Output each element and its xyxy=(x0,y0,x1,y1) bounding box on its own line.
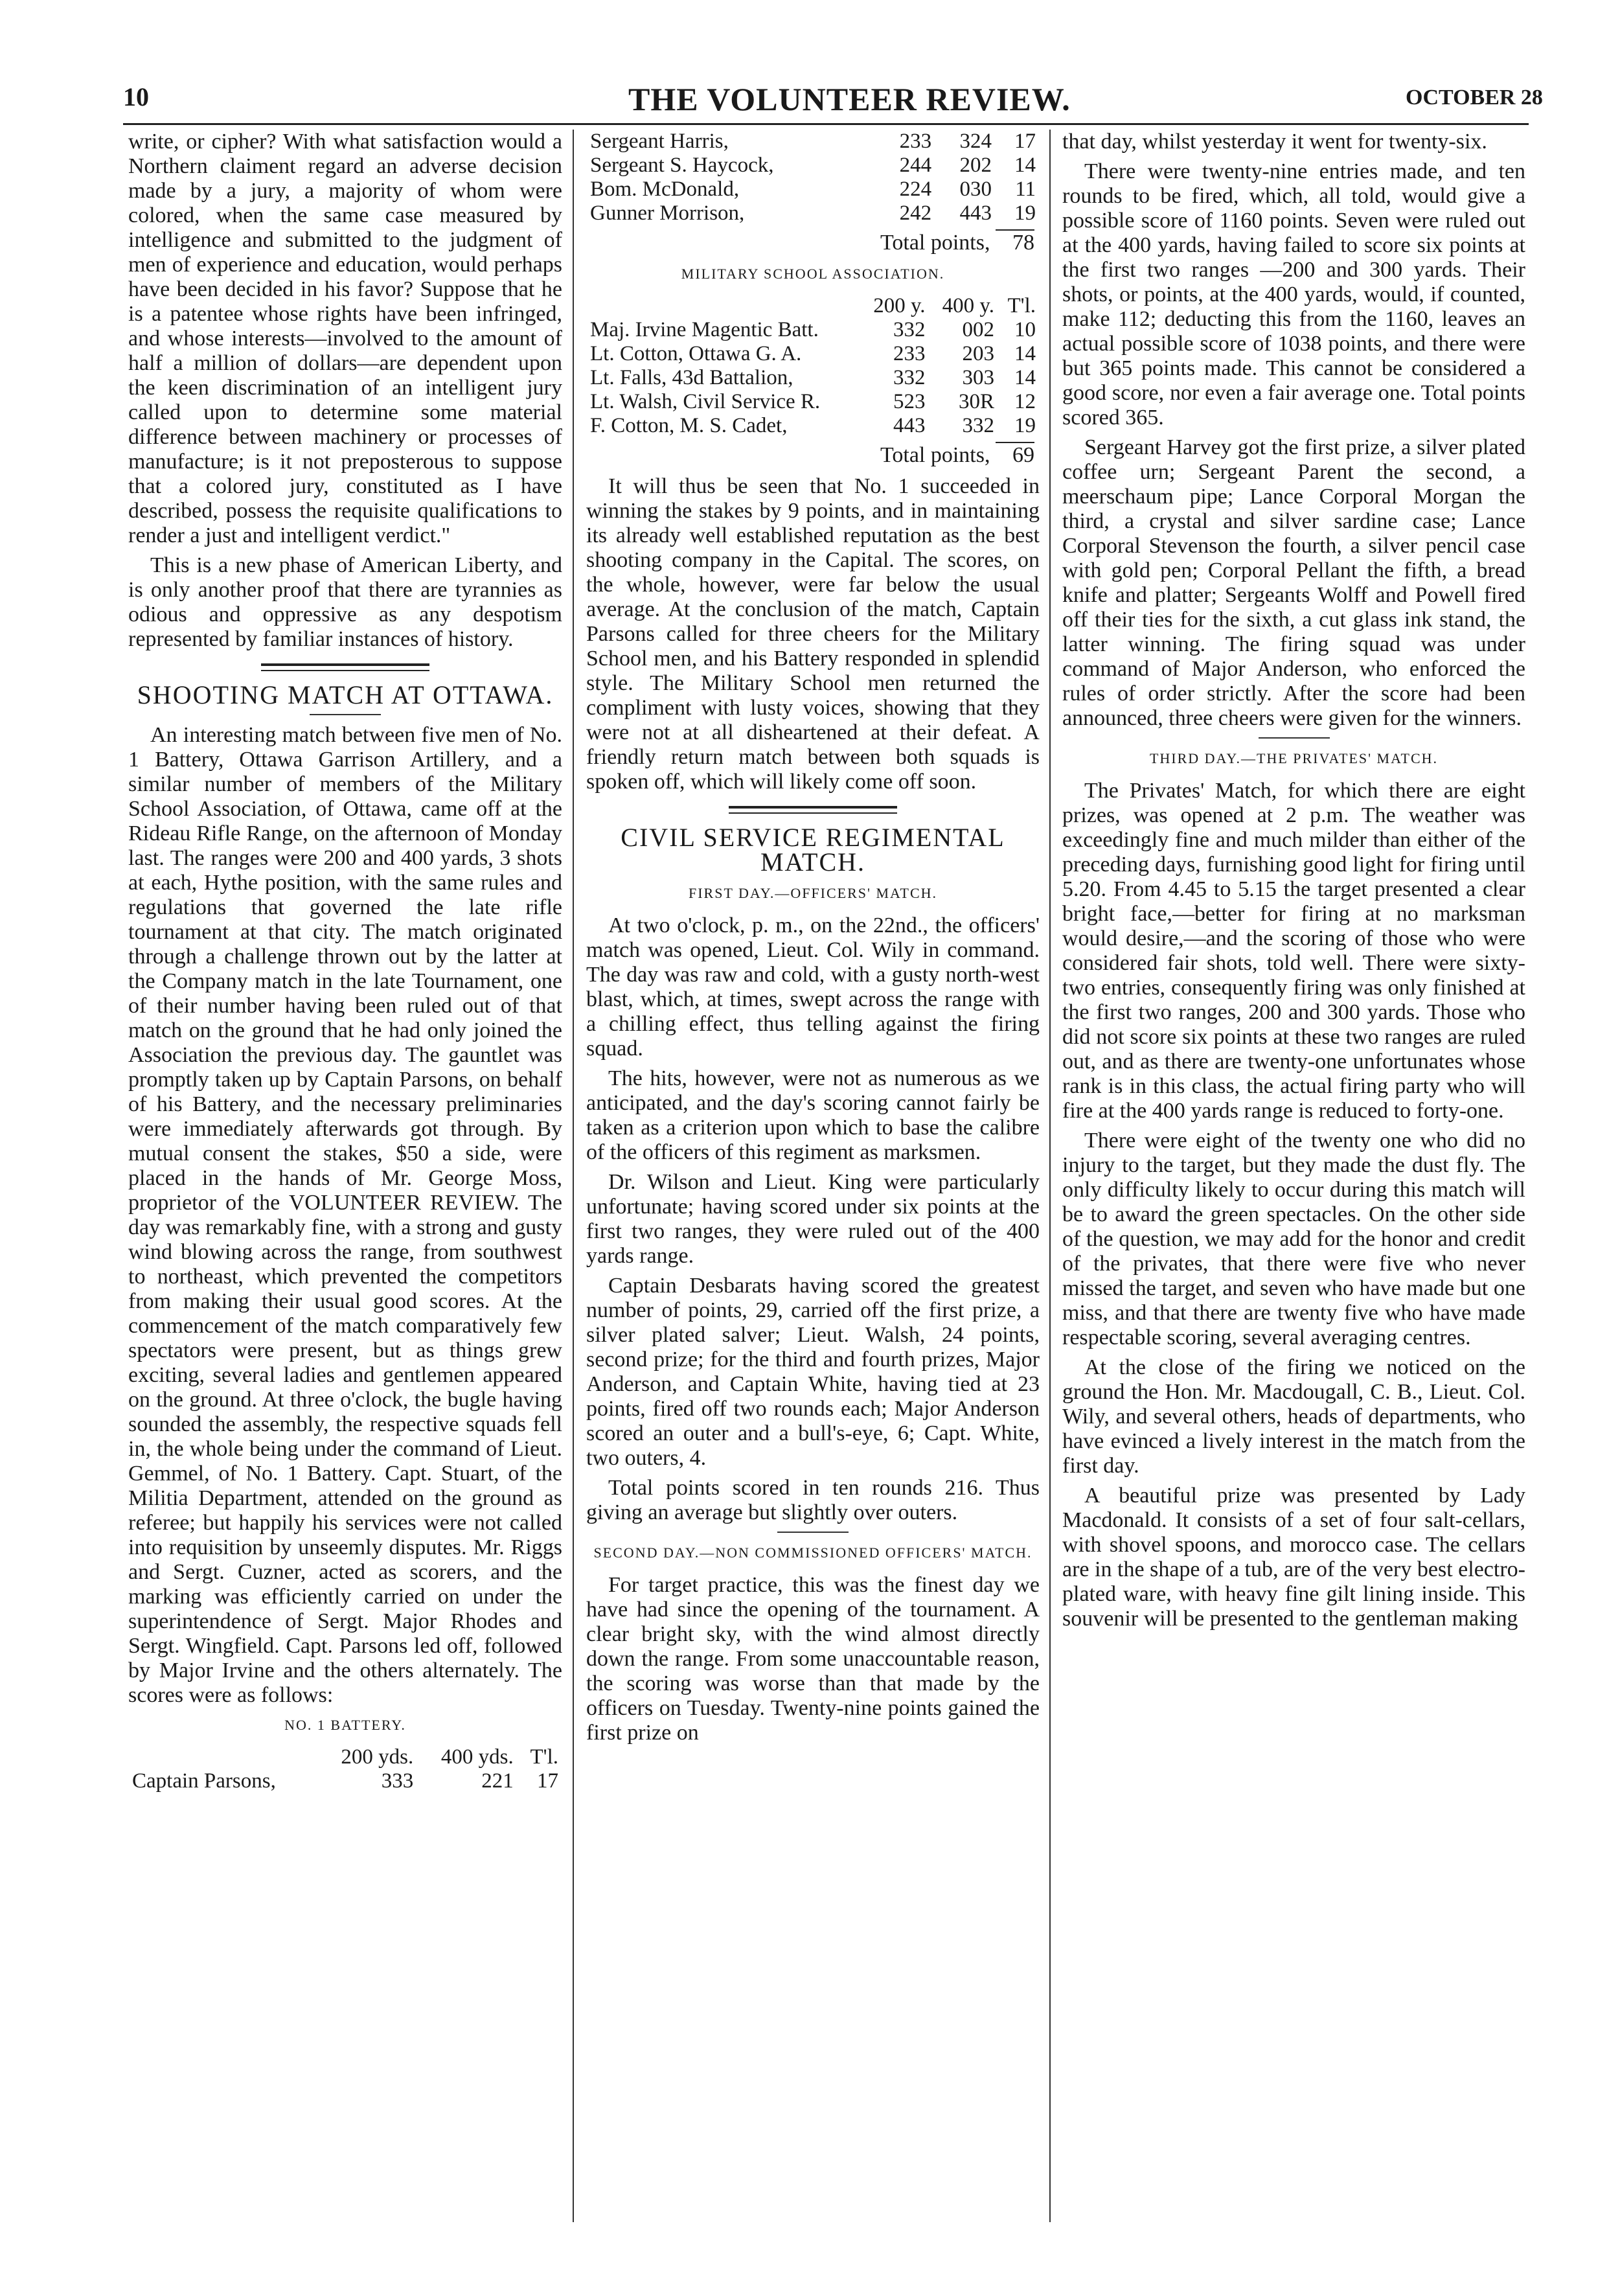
score-200: 224 xyxy=(899,178,932,201)
article-separator xyxy=(729,806,897,814)
table-row xyxy=(586,154,1040,178)
score-table-battery xyxy=(586,130,1040,225)
score-200: 233 xyxy=(893,342,926,365)
score-table-battery-start xyxy=(128,1745,562,1793)
article-paragraph: There were eight of the twenty one who did no injury to the target, but they made the dust fly. The only difficulty likely to occur during this match will be to award the green spectacles. On the other side of the question, we may add for the honor and credit of the privates, that there were five who never missed the target, and seven who have made but one miss, and that there are twenty five who have made respectable scoring, several averaging centres. xyxy=(1062,1129,1525,1349)
score-total: 14 xyxy=(1014,154,1036,177)
column-3 xyxy=(1062,130,1525,2235)
col-header-200: 200 yds. xyxy=(341,1745,414,1769)
shooter-name: Bom. McDonald, xyxy=(590,178,740,201)
score-total: 10 xyxy=(1014,318,1036,341)
article-paragraph: Sergeant Harvey got the first prize, a silver plated coffee urn; Sergeant Parent the second, a meerschaum pipe; Lance Corporal Morgan the third, a crystal and silver sardine case; Lance Corporal Stevenson the fourth, a silver pencil case with gold pen; Corporal Pellant the fifth, a bread knife and platter; Sergeants Wolff and Powell fired off their ties for the sixth, a cut glass ink stand, the latter winning. The firing squad was under command of Major Anderson, who enforced the rules of order strictly. After the score had been announced, three cheers were given for the winners. xyxy=(1062,435,1525,730)
score-total: 17 xyxy=(537,1769,558,1793)
header-rule xyxy=(123,123,1529,125)
score-200: 233 xyxy=(899,130,932,153)
score-200: 244 xyxy=(899,154,932,177)
column-rule-1 xyxy=(573,130,574,2222)
score-200: 332 xyxy=(893,366,926,389)
shooter-name: Captain Parsons, xyxy=(132,1769,276,1793)
article-paragraph: At the close of the firing we noticed on the ground the Hon. Mr. Macdougall, C. B., Lieut. Col. Wily, and several others, heads of departments, who have evinced a lively interest in the match from the first day. xyxy=(1062,1355,1525,1478)
total-value: 69 xyxy=(996,442,1034,468)
table-title: NO. 1 BATTERY. xyxy=(284,1717,406,1733)
section-rule xyxy=(1259,737,1330,739)
article-paragraph: There were twenty-nine entries made, and ten rounds to be fired, which, all told, would give a possible score of 1160 points. Seven were ruled out at the 400 yards, having failed to score six points at the first two ranges —200 and 300 yards. Their shots, or points, at the 400 yards, would, if counted, make 112; deducting this from the 1160, leaves an actual possible score of 1038 points, and there were but 365 points made. This cannot be considered a good score, nor even a fair average one. Total points scored 365. xyxy=(1062,159,1525,430)
article-paragraph: Total points scored in ten rounds 216. Thus giving an average but slightly over outers. xyxy=(586,1476,1040,1524)
article-paragraph: It will thus be seen that No. 1 succeeded in winning the stakes by 9 points, and in maintaining its already well established reputation as the best shooting company in the Capital. The scores, on the whole, however, were far below the usual average. At the conclusion of the match, Captain Parsons called for three cheers for the Military School men, and his Battery responded in splendid style. The Military School men returned the compliment with lusty voices, showing that they were not at all disheartened at their defeat. A friendly return match between both squads is spoken off, which will likely come off soon. xyxy=(586,474,1040,794)
score-table-school xyxy=(586,294,1040,438)
score-400: 303 xyxy=(962,366,994,389)
table-header-row xyxy=(128,1745,562,1769)
col-header-200: 200 y. xyxy=(873,294,926,317)
table-row xyxy=(586,130,1040,154)
total-value: 78 xyxy=(996,229,1034,255)
table-row xyxy=(586,178,1040,201)
article-separator xyxy=(261,663,429,671)
col-header-total: T'l. xyxy=(530,1745,558,1769)
article-paragraph: An interesting match between five men of No. 1 Battery, Ottawa Garrison Artillery, and a similar number of members of the Military School Association, of Ottawa, came off at the Rideau Rifle Range, on the afternoon of Monday last. The ranges were 200 and 400 yards, 3 shots at each, Hythe position, with the same rules and regulations that governed the late rifle tournament at that city. The match originated through a challenge thrown out by the latter at the Company match in the late Tournament, one of their number having been ruled out of that match on the ground that he had only joined the Association the previous day. The gauntlet was promptly taken up by Captain Parsons, on behalf of his Battery, and the necessary preliminaries were immediately afterwards got through. By mutual consent the stakes, $50 a side, were placed in the hands of Mr. George Moss, proprietor of the VOLUNTEER REVIEW. The day was remarkably fine, with a strong and gusty wind blowing across the range, from southwest to northeast, which prevented the competitors from making their usual good scores. At the commencement of the match comparatively few spectators were present, but as things grew exciting, several ladies and gentlemen appeared on the ground. At three o'clock, the bugle having sounded the assembly, the respective squads fell in, the whole being under the command of Lieut. Gemmel, of No. 1 Battery. Capt. Stuart, of the Militia Department, attended on the ground as referee; but happily his services were not called into requisition by unseemly disputes. Mr. Riggs and Sergt. Cuzner, acted as scorers, and the marking was efficiently carried on under the superintendence of Sergt. Major Rhodes and Sergt. Wingfield. Capt. Parsons led off, followed by Major Irvine and the others alternately. The scores were as follows: xyxy=(128,723,562,1707)
shooter-name: Lt. Cotton, Ottawa G. A. xyxy=(590,342,802,365)
section-subheading: SECOND DAY.—NON COMMISSIONED OFFICERS' MATCH. xyxy=(593,1544,1032,1561)
score-total: 11 xyxy=(1015,178,1036,201)
table-row xyxy=(586,201,1040,225)
shooter-name: Sergeant S. Haycock, xyxy=(590,154,774,177)
table-row xyxy=(586,318,1040,342)
score-400: 324 xyxy=(959,130,992,153)
article-paragraph: Dr. Wilson and Lieut. King were particularly unfortunate; having scored under six points at the first two ranges, they were ruled out of the 400 yards range. xyxy=(586,1170,1040,1268)
score-total: 14 xyxy=(1014,342,1036,365)
article-paragraph: For target practice, this was the finest day we have had since the opening of the tournament. A clear bright sky, with the wind almost directly down the range. From some unaccountable reason, the scoring was worse than that made by the officers on Tuesday. Twenty-nine points gained the first prize on xyxy=(586,1573,1040,1745)
total-label: Total points, xyxy=(880,231,990,255)
table-title: MILITARY SCHOOL ASSOCIATION. xyxy=(681,266,945,282)
table-row xyxy=(586,414,1040,438)
table-row xyxy=(586,390,1040,414)
article-paragraph: At two o'clock, p. m., on the 22nd., the officers' match was opened, Lieut. Col. Wily in command. The day was raw and cold, with a gusty north-west blast, which, at times, swept across the range with a chilling effect, thus telling against the firing squad. xyxy=(586,913,1040,1061)
shooter-name: Maj. Irvine Magentic Batt. xyxy=(590,318,819,341)
score-400: 203 xyxy=(962,342,994,365)
column-rule-2 xyxy=(1049,130,1051,2222)
newspaper-title: THE VOLUNTEER REVIEW. xyxy=(628,81,1071,117)
score-400: 221 xyxy=(481,1769,514,1793)
col-header-400: 400 y. xyxy=(942,294,994,317)
score-total: 14 xyxy=(1014,366,1036,389)
score-200: 523 xyxy=(893,390,926,413)
article-paragraph: that day, whilst yesterday it went for twenty-six. xyxy=(1062,130,1487,154)
table-row xyxy=(128,1769,562,1793)
score-200: 332 xyxy=(893,318,926,341)
table-row xyxy=(586,342,1040,366)
score-total: 19 xyxy=(1014,414,1036,437)
score-400: 443 xyxy=(959,201,992,225)
article-paragraph: A beautiful prize was presented by Lady Macdonald. It consists of a set of four salt-cellars, with shovel spoons, and morocco case. The cellars are in the shape of a tub, are of the very best electro-plated ware, with heavy fine gilt lining inside. This souvenir will be presented to the gentleman making xyxy=(1062,1484,1525,1631)
page-header xyxy=(0,76,1620,128)
score-400: 002 xyxy=(962,318,994,341)
page-number: 10 xyxy=(123,82,149,111)
total-label: Total points, xyxy=(880,443,990,467)
score-200: 443 xyxy=(893,414,926,437)
shooter-name: Sergeant Harris, xyxy=(590,130,729,153)
shooter-name: Lt. Falls, 43d Battalion, xyxy=(590,366,793,389)
table-header-row xyxy=(586,294,1040,318)
score-200: 333 xyxy=(381,1769,414,1793)
score-400: 332 xyxy=(962,414,994,437)
heading-rule xyxy=(310,714,381,715)
score-total: 17 xyxy=(1014,130,1036,153)
column-1 xyxy=(128,130,562,2235)
column-2 xyxy=(586,130,1040,2235)
shooter-name: Lt. Walsh, Civil Service R. xyxy=(590,390,821,413)
article-heading: CIVIL SERVICE REGIMENTAL MATCH. xyxy=(621,823,1005,877)
article-paragraph: This is a new phase of American Liberty, and is only another proof that there are tyrannies as odious and oppressive as any despotism represented by familiar instances of history. xyxy=(128,553,562,651)
article-paragraph: write, or cipher? With what satisfaction would a Northern claiment regard an adverse decision made by a jury, a majority of whom were colored, when the same case measured by intelligence and submitted to the judgment of men of experience and education, would perhaps have been decided in his favor? Suppose that he is a patentee whose rights have been infringed, and whose interests—involved to the amount of half a million of dollars—are dependent upon the keen discrimination of an intelligent jury called upon to determine some material difference between machinery or processes of manufacture; is it not preposterous to suppose that a colored jury, constituted as I have described, possess the requisite qualifications to render a just and intelligent verdict." xyxy=(128,130,562,547)
total-points-school xyxy=(586,442,1040,468)
col-header-400: 400 yds. xyxy=(440,1745,514,1769)
section-subheading: THIRD DAY.—THE PRIVATES' MATCH. xyxy=(1149,750,1439,766)
score-total: 19 xyxy=(1014,201,1036,225)
table-row xyxy=(586,366,1040,390)
article-paragraph: Captain Desbarats having scored the greatest number of points, 29, carried off the first prize, a silver plated salver; Lieut. Walsh, 24 points, second prize; for the third and fourth prizes, Major Anderson, and Captain White, having tied at 23 points, fired off two rounds each; Major Anderson scored an outer and a bull's-eye, 6; Capt. White, two outers, 4. xyxy=(586,1274,1040,1470)
issue-date: OCTOBER 28 xyxy=(1406,86,1543,109)
shooter-name: F. Cotton, M. S. Cadet, xyxy=(590,414,788,437)
score-400: 202 xyxy=(959,154,992,177)
score-400: 30R xyxy=(958,390,994,413)
shooter-name: Gunner Morrison, xyxy=(590,201,745,225)
section-subheading: FIRST DAY.—OFFICERS' MATCH. xyxy=(689,885,937,901)
col-header-total: T'l. xyxy=(1007,294,1036,317)
article-paragraph: The Privates' Match, for which there are eight prizes, was opened at 2 p.m. The weather was exceedingly fine and much milder than either of the preceding days, furnishing good light for firing until 5.20. From 4.45 to 5.15 the target presented a clear bright face,—better for firing at no marksman would desire,—and the scoring of those who were considered fair shots, told well. There were sixty-two entries, consequently firing was only finished at the first two ranges, 200 and 300 yards. Those who did not score six points at these two ranges are ruled out, and as there are twenty-one unfortunates whose rank is in this class, the actual firing party who will fire at the 400 yards range is reduced to forty-one. xyxy=(1062,779,1525,1123)
section-rule xyxy=(777,1532,849,1533)
article-heading: SHOOTING MATCH AT OTTAWA. xyxy=(137,680,554,709)
article-paragraph: The hits, however, were not as numerous as we anticipated, and the day's scoring cannot fairly be taken as a criterion upon which to base the calibre of the officers of this regiment as marksmen. xyxy=(586,1066,1040,1164)
score-total: 12 xyxy=(1014,390,1036,413)
score-200: 242 xyxy=(899,201,932,225)
total-points-battery xyxy=(586,229,1040,255)
score-400: 030 xyxy=(959,178,992,201)
